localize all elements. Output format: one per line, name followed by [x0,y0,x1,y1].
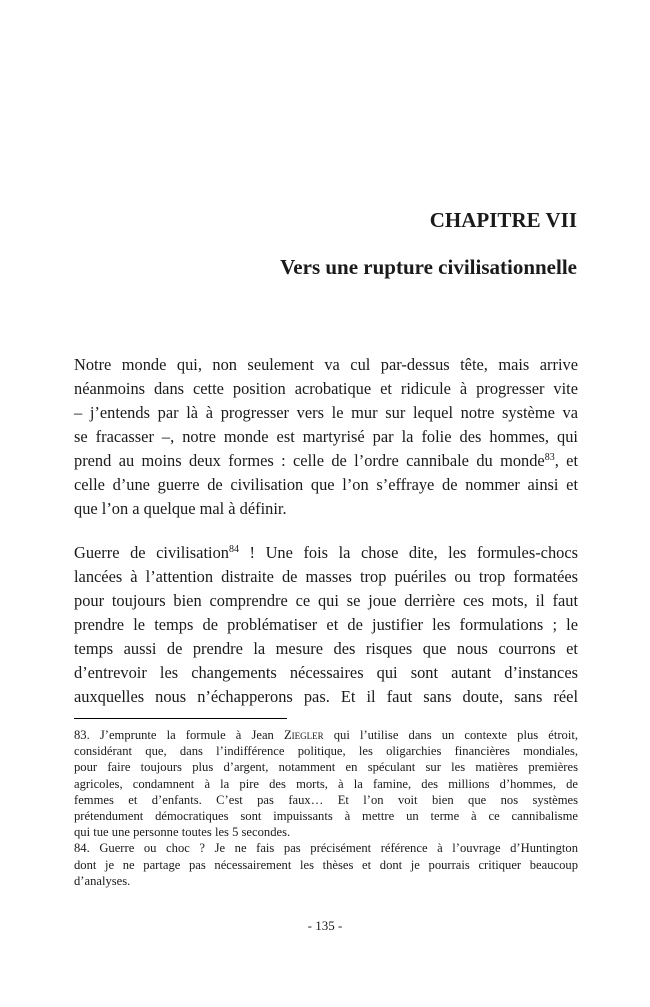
text-line [74,377,578,401]
text-run: femmes et d’enfants. C’est pas faux… Et l’on voit bien que nos systèmes [74,792,578,807]
text-run: que l’on a quelque mal à définir. [74,499,287,518]
text-line [74,857,578,873]
text-run: prétendument démocratiques sont impuissants à mettre un terme à ce cannibalisme [74,809,578,824]
text-line [74,661,578,685]
author-name: Ziegler [283,728,324,742]
text-run: , et [554,451,579,470]
text-run: qui l’utilise dans un contexte plus étroit, [323,728,578,742]
text-line [74,541,578,565]
text-line [74,637,578,661]
text-run: – j’entends par là à progresser vers le mur sur lequel notre système va [74,403,578,422]
text-line [74,776,578,792]
text-run: se fracasser –, notre monde est martyrisé par la folie des hommes, qui [74,427,578,446]
footnote-separator [74,718,287,719]
text-line [74,824,578,840]
text-line [74,565,578,589]
text-run: 83. J’emprunte la formule à Jean [74,728,284,742]
footnotes [74,727,578,889]
text-run: celle d’une guerre de civilisation que l’on s’effraye de nommer ainsi et [74,475,578,494]
text-line [74,727,578,743]
paragraph-2 [74,541,578,709]
text-run: dont je ne partage pas nécessairement les thèses et dont je pourrais critiquer beaucoup [74,857,578,872]
chapter-number: CHAPITRE VII [429,208,577,232]
text-run: pour faire toujours plus d’argent, notamment en spéculant sur les matières premières [74,760,578,775]
text-run: auxquelles nous n’échapperons pas. Et il faut sans doute, sans réel [74,687,578,706]
text-run: Guerre de civilisation [74,543,229,562]
text-run: prendre le temps de problématiser et de justifier les formulations ; le [74,615,578,634]
paragraph-1 [74,353,578,521]
text-line [74,613,578,637]
text-line [74,873,578,889]
text-run: qui tue une personne toutes les 5 secondes. [74,825,291,840]
footnote-ref[interactable]: 83 [544,452,555,463]
text-run: temps aussi de prendre la mesure des risques que nous courrons et [74,639,578,658]
text-run: 84. Guerre ou choc ? Je ne fais pas précisément référence à l’ouvrage d’Huntington [74,841,578,856]
text-line [74,685,578,709]
text-run: lancées à l’attention distraite de masses trop puériles ou trop formatées [74,567,578,586]
text-line [74,759,578,775]
text-run: néanmoins dans cette position acrobatique et ridicule à progresser vite [74,379,578,398]
text-line [74,473,578,497]
text-line [74,449,578,473]
text-line [74,808,578,824]
text-line [74,425,578,449]
text-line [74,497,578,521]
text-line [74,840,578,856]
text-run: d’entrevoir les changements nécessaires qui sont autant d’instances [74,663,578,682]
text-run: prend au moins deux formes : celle de l’ordre cannibale du monde [74,451,545,470]
text-line [74,589,578,613]
text-run: Notre monde qui, non seulement va cul par-dessus tête, mais arrive [74,355,578,374]
page-number: - 135 - [307,918,343,933]
text-line [74,353,578,377]
text-line [74,792,578,808]
text-line [74,743,578,759]
text-run: considérant que, dans l’indifférence politique, les oligarchies financières mondiales, [74,744,578,759]
chapter-title: Vers une rupture civilisationnelle [280,255,577,279]
text-line [74,401,578,425]
footnote-ref[interactable]: 84 [228,544,239,555]
text-run: d’analyses. [74,873,131,888]
text-run: agricoles, condamnent à la pire des morts, à la famine, des millions d’hommes, de [74,776,578,791]
text-run: ! Une fois la chose dite, les formules-chocs [238,543,578,562]
text-run: pour toujours bien comprendre ce qui se joue derrière ces mots, il faut [74,591,578,610]
